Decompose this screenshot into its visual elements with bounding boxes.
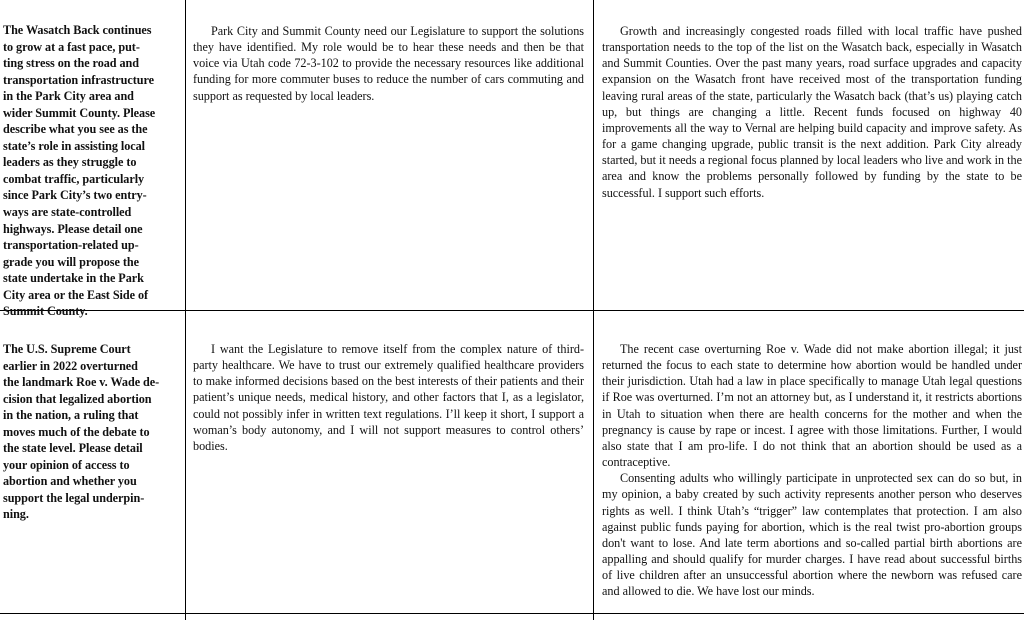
question-line: transportation infrastructure	[3, 72, 154, 87]
question-cell-transportation	[3, 22, 181, 320]
question-line: grade you will propose the	[3, 254, 139, 269]
question-line: ting stress on the road and	[3, 56, 140, 71]
question-line: leaders as they struggle to	[3, 155, 137, 170]
question-line: ways are state-controlled	[3, 205, 132, 220]
question-line: abortion and whether you	[3, 474, 137, 489]
question-line: the landmark Roe v. Wade de-	[3, 375, 160, 390]
question-line: state’s role in assisting local	[3, 138, 145, 153]
question-line: ning.	[3, 507, 29, 522]
answer-paragraph: The recent case overturning Roe v. Wade did not make abortion illegal; it just returned the focus to each state to determine how abortion would be handled under their jurisdiction. Utah had a law in place specifically to manage Utah legal questions if Roe was overturned. I’m not an attorney but, as I understand it, it restricts abortions in Utah to situation when there are health concerns for the mother and when the pregnancy is cause by rape or incest. I agree with those limitations. Further, I would also state that I am pro-life. I do not think that an abortion should be used as a contraceptive.	[602, 342, 1022, 470]
question-line: earlier in 2022 overturned	[3, 358, 138, 373]
question-line: highways. Please detail one	[3, 221, 143, 236]
question-line: the state level. Please detail	[3, 441, 143, 456]
question-line: The Wasatch Back continues	[3, 23, 152, 37]
question-line: City area or the East Side of	[3, 287, 149, 302]
row-divider	[0, 613, 1024, 614]
question-line: cision that legalized abortion	[3, 391, 152, 406]
answer-cell-candidate-1-transportation	[193, 23, 584, 104]
question-line: in the Park City area and	[3, 89, 134, 104]
answer-paragraph: I want the Legislature to remove itself from the complex nature of third-party healthcare. We have to trust our extremely qualified healthcare providers to make informed decisions based on the best interests of their patients and their patient’s unique needs, medical history, and other factors that I, as a legislator, could not possibly infer in written text regulations. I’ll keep it short, I support a woman’s body autonomy, and I will not support measures to control others’ bodies.	[193, 342, 584, 453]
answer-paragraph: Park City and Summit County need our Legislature to support the solutions they have identified. My role would be to hear these needs and then be that voice via Utah code 72-3-102 to provide the necessary resources like additional funding for more commuter buses to reduce the number of cars commuting and support as requested by local leaders.	[193, 24, 584, 103]
question-line: since Park City’s two entry-	[3, 188, 147, 203]
question-line: support the legal underpin-	[3, 490, 145, 505]
question-line: transportation-related up-	[3, 238, 139, 253]
question-line: to grow at a fast pace, put-	[3, 39, 140, 54]
answer-cell-candidate-1-abortion	[193, 341, 584, 454]
answer-paragraph: Growth and increasingly congested roads filled with local traffic have pushed transportation needs to the top of the list on the Wasatch back, especially in Wasatch and Summit Counties. Over the past many years, road surface upgrades and capacity expansion on the Wasatch front have received most of the transportation funding leaving rural areas of the state, particularly the Wasatch back (that’s us) playing catch up, but things are changing a little. Recent funds focused on highway 40 improvements all the way to Vernal are helping build capacity and improve safety. As for a game changing upgrade, public transit is the next addition. Park City already started, but it needs a regional focus planned by local leaders who live and work in the area and know the problems personally followed by funding by the state to be successful. I support such efforts.	[602, 24, 1022, 200]
question-line: The U.S. Supreme Court	[3, 342, 131, 356]
question-line: combat traffic, particularly	[3, 171, 145, 186]
answer-paragraph: Consenting adults who willingly participate in unprotected sex can do so but, in my opinion, a baby created by such activity represents another person who deserves rights as well. I think Utah’s “trigger” law contemplates that protection. I am also against public funds paying for abortion, which is the real twist pro-abortion groups don't want to lose. And late term abortions and so-called partial birth abortions are appalling and should qualify for murder charges. I have read about successful births of live children after an unsuccessful abortion where the newborn was refused care and allowed to die. We have lost our minds.	[602, 471, 1022, 599]
question-line: moves much of the debate to	[3, 424, 150, 439]
question-line: wider Summit County. Please	[3, 105, 156, 120]
question-line: describe what you see as the	[3, 122, 148, 137]
question-line: your opinion of access to	[3, 457, 130, 472]
answer-cell-candidate-2-abortion	[602, 341, 1022, 600]
question-line: in the nation, a ruling that	[3, 408, 139, 423]
question-line: state undertake in the Park	[3, 271, 144, 286]
question-cell-abortion	[3, 341, 181, 523]
answer-cell-candidate-2-transportation	[602, 23, 1022, 201]
question-line: Summit County.	[3, 304, 88, 319]
